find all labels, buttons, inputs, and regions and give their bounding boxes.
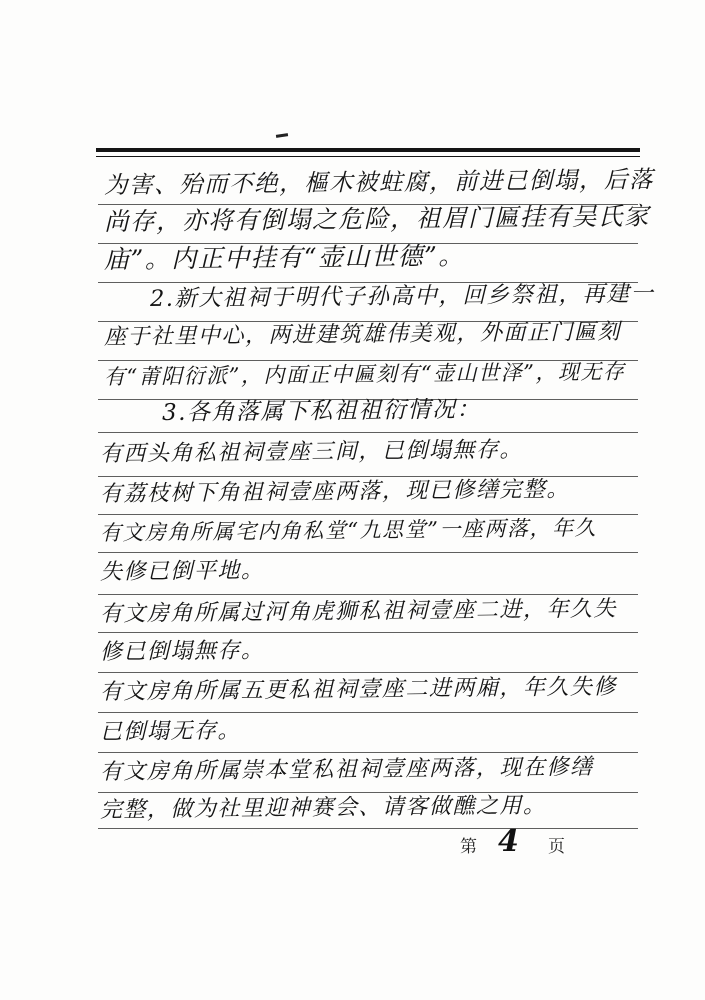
text-line-6: 有“莆阳衍派”，内面正中匾刻有“壶山世泽”，现无存 [103,359,626,389]
header-rule [96,148,640,152]
text-line-17: 完整，做为社里迎神赛会、请客做醮之用。 [99,793,547,823]
ruled-line [98,712,638,713]
text-line-4: 2.新大祖祠于明代子孙高中，回乡祭祖，再建一 [149,280,655,312]
text-line-3: 庙”。内正中挂有“壶山世德”。 [103,241,465,274]
text-line-8: 有西头角私祖祠壹座三间，已倒塌無存。 [99,437,524,467]
text-line-16: 有文房角所属崇本堂私祖祠壹座两落，现在修缮 [99,754,594,785]
page-suffix: 页 [548,837,565,857]
text-line-13: 修已倒塌無存。 [99,638,265,665]
text-line-11: 失修已倒平地。 [99,558,265,585]
text-line-1: 为害、殆而不绝，樞木被蛀腐，前进已倒塌，后落 [103,165,655,199]
text-line-5: 座于社里中心，两进建筑雄伟美观，外面正门匾刻 [103,319,622,350]
text-line-9: 有荔枝树下角祖祠壹座两落，现已修缮完整。 [99,477,571,507]
top-tick-mark [276,133,288,138]
ruled-line [98,552,638,553]
page-number: 4 [498,824,519,859]
page-prefix: 第 [460,837,477,857]
text-line-12: 有文房角所属过河角虎狮私祖祠壹座二进，年久失 [99,596,618,627]
header-rule-thin [96,156,640,157]
text-line-14: 有文房角所属五更私祖祠壹座二进两廂，年久失修 [99,674,618,705]
ruled-line [98,632,638,633]
text-line-15: 已倒塌无存。 [99,718,242,745]
text-line-10: 有文房角所属宅内角私堂“九思堂”一座两落，年久 [99,515,598,545]
page-number-footer [460,824,580,859]
ruled-line [98,432,638,433]
text-line-2: 尚存，亦将有倒塌之危险，祖眉门匾挂有吴氏家 [103,201,651,236]
text-line-7: 3.各角落属下私祖祖衍情况： [161,396,482,426]
